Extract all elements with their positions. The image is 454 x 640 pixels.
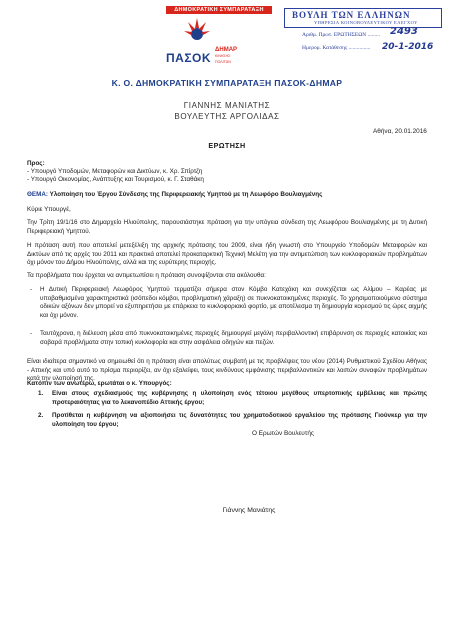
- stamp-number: 2493: [390, 26, 418, 37]
- subject-text: Υλοποίηση του Έργου Σύνδεσης της Περιφερειακής Υμηττού με τη Λεωφόρο Βουλιαγμένης: [48, 191, 323, 198]
- recipient-item: - Υπουργό Υποδομών, Μεταφορών και Δικτύων, κ. Χρ. Σπίρτζη: [27, 168, 203, 175]
- bullet-item: Ταυτόχρονα, η διέλευση μέσα από πυκνοκατοικημένες περιοχές δημιουργεί μεγάλη περιβαλλοντική επιβάρυνση σε περιοχές κατοικίας και σοβαρά προβλήματα στην τοπική κυκλοφορία και στην ασφάλεια οδηγών και πεζών.: [40, 330, 427, 346]
- bullet-item: Η Δυτική Περιφερειακή Λεωφόρος Υμηττού τερματίζει σήμερα στον Κόμβο Κατεχάκη και συνεχίζεται ως Αλίμου – Καρέας με υποβαθμισμένα χαρακτηριστικά (ισόπεδοι κόμβοι, προβληματική χάραξη) σε πυκνοκατοικημένες περιοχές. Το χρησιμοποιούμενο σύστημα οδικών αξόνων δεν μπορεί να εξυπηρετήσει με επάρκεια το κυκλοφοριακό φορτίο, με αποτέλεσμα τη δημιουργία κορεσμού τις ώρες αιχμής και όχι μόνον.: [40, 286, 427, 319]
- logo-dimar: ΔΗΜΑΡ ΚΙΝΗΣΗΣ ΠΟΛΙΤΩΝ: [215, 47, 238, 64]
- stamp-subtitle: ΥΠΗΡΕΣΙΑ ΚΟΙΝΟΒΟΥΛΕΥΤΙΚΟΥ ΕΛΕΓΧΟΥ: [314, 20, 418, 25]
- greeting: Κύριε Υπουργέ,: [27, 206, 71, 213]
- bullet-mark: -: [30, 286, 33, 293]
- logo-dimar-sub2: ΠΟΛΙΤΩΝ: [215, 60, 231, 64]
- signature-name: Γιάννης Μανιάτης: [222, 507, 276, 514]
- logo-band: ΔΗΜΟΚΡΑΤΙΚΗ ΣΥΜΠΑΡΑΤΑΞΗ: [166, 6, 272, 14]
- party-logo: [166, 6, 272, 65]
- paragraph: Τα προβλήματα που έρχεται να αντιμετωπίσει η πρόταση συνοψίζονται στα ακόλουθα:: [27, 272, 266, 279]
- question-number: 2.: [38, 412, 44, 419]
- document-date: Αθήνα, 20.01.2016: [373, 128, 427, 135]
- stamp-date-line: Ημερομ. Κατάθεσης ................: [302, 45, 371, 51]
- sun-emblem-icon: [184, 17, 210, 41]
- logo-pasok: ΠΑΣΟΚ: [166, 51, 212, 65]
- paragraph: Την Τρίτη 19/1/16 στο Δημαρχείο Ηλιούπολης, παρουσιάστηκε πρόταση για την υπόγεια σύνδεση της Λεωφόρου Βουλιαγμένης με τη Δυτική Περιφερειακή Υμηττού.: [27, 219, 427, 235]
- paragraph: Είναι ιδιαίτερα σημαντικό να σημειωθεί ότι η πρόταση είναι απολύτως συμβατή με τις προβλέψεις του νέου (2014) Ρυθμιστικού Σχεδίου Αθήνας - Αττικής και υπό αυτό το πρίσμα περιορίζει, αν όχι εξαλείφει, τους κινδύνους εμφάνισης περιβαλλοντικών και λοιπών συναφών προβλημάτων κατά την υλοποίησή της.: [27, 358, 427, 382]
- logo-dimar-sub1: ΚΙΝΗΣΗΣ: [215, 54, 231, 58]
- stamp-date: 20-1-2016: [382, 42, 434, 52]
- signature-title: Ο Ερωτών Βουλευτής: [252, 430, 314, 437]
- mp-name: ΓΙΑΝΝΗΣ ΜΑΝΙΑΤΗΣ: [183, 101, 271, 110]
- stamp-title: ΒΟΥΛΗ ΤΩΝ ΕΛΛΗΝΩΝ: [292, 10, 411, 20]
- bullet-mark: -: [30, 330, 33, 337]
- subject-label: ΘΕΜΑ:: [27, 191, 48, 198]
- paragraph: Η πρόταση αυτή που αποτελεί μετεξέλιξη της αρχικής πρότασης του 2009, είναι ήδη γνωστή στο Υπουργείο Υποδομών Μεταφορών και Δικτύων από τις αρχές του 2011 και πρακτικά αποτελεί προκαταρκτική Τεχνική Μελέτη για την αντιμετώπιση των κυκλοφοριακών προβλημάτων όχι μόνον του Δήμου Ηλιούπολης, αλλά και της ευρύτερης περιοχής.: [27, 242, 427, 266]
- question-item: Προτίθεται η κυβέρνηση να αξιοποιήσει τις δυνατότητες του χρηματοδοτικού εργαλείου της πρότασης Γιούνκερ για την υλοποίηση του έργου;: [52, 412, 427, 428]
- question-number: 1.: [38, 390, 44, 397]
- question-intro: Κατόπιν των ανωτέρω, ερωτάται ο κ. Υπουργός:: [27, 380, 172, 387]
- party-heading: Κ. Ο. ΔΗΜΟΚΡΑΤΙΚΗ ΣΥΜΠΑΡΑΤΑΞΗ ΠΑΣΟΚ-ΔΗΜΑΡ: [111, 78, 343, 88]
- mp-role: ΒΟΥΛΕΥΤΗΣ ΑΡΓΟΛΙΔΑΣ: [174, 112, 280, 121]
- question-item: Είναι στους σχεδιασμούς της κυβέρνησης η υλοποίηση ενός τέτοιου μεγέθους υπερτοπικής εμβέλειας και πρώτης προτεραιότητας για το λεκανοπέδιο Αττικής έργου;: [52, 390, 427, 406]
- recipient-item: - Υπουργό Οικονομίας, Ανάπτυξης και Τουρισμού, κ. Γ. Σταθάκη: [27, 176, 204, 183]
- document-type: ΕΡΩΤΗΣΗ: [208, 141, 246, 150]
- recipients-label: Προς:: [27, 160, 45, 167]
- subject-line: [27, 191, 322, 200]
- stamp-protocol-line: Αριθμ. Πρωτ. ΕΡΩΤΗΣΕΩΝ .........: [302, 32, 381, 38]
- parliament-stamp: [272, 8, 444, 58]
